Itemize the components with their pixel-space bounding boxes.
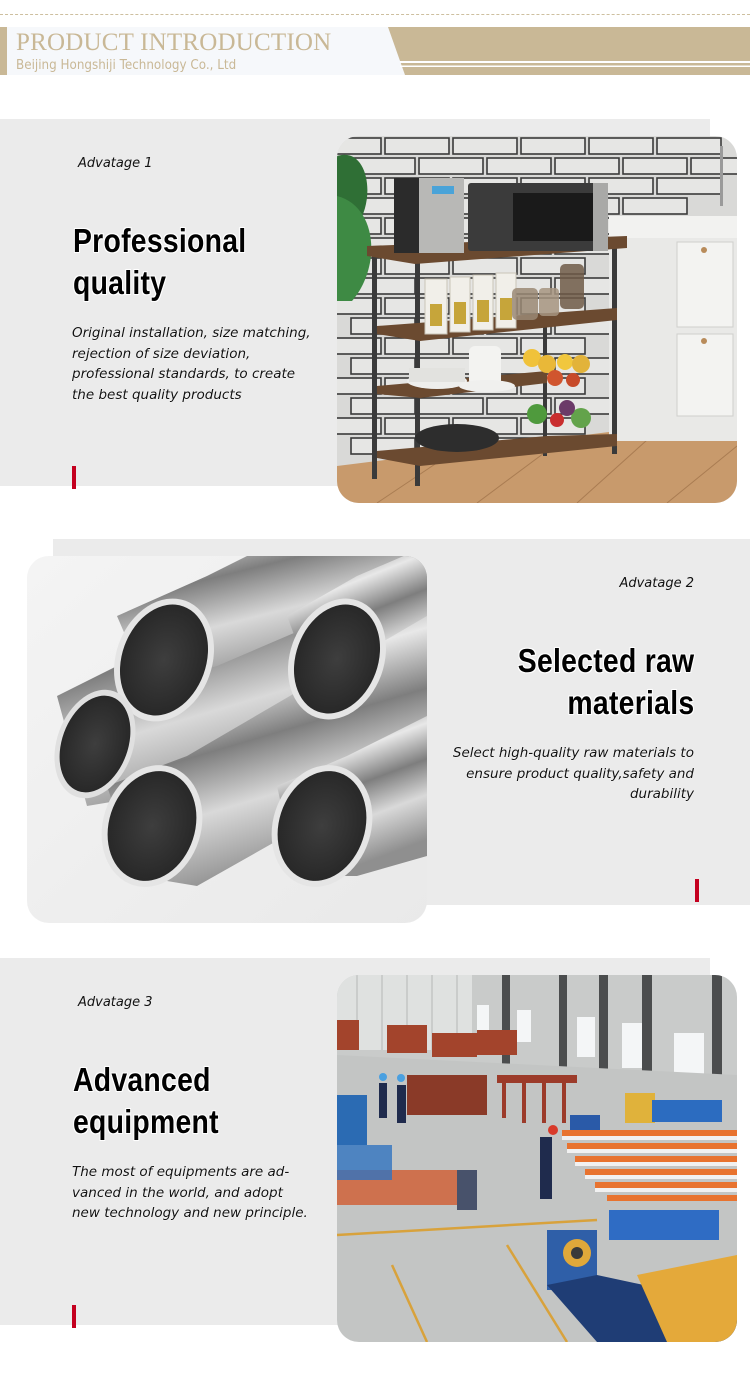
advantage-2-title	[517, 640, 694, 724]
description-line: the best quality products	[72, 386, 242, 403]
description-line: Select high-quality raw materials to	[452, 745, 694, 761]
title-line: Advanced	[73, 1061, 211, 1098]
advantage-1-description	[72, 323, 332, 405]
title-line: quality	[73, 264, 167, 301]
description-line: new technology and new principle.	[72, 1205, 308, 1221]
advantage-3-title	[73, 1059, 219, 1143]
description-line: professional standards, to create	[72, 366, 296, 382]
title-line: materials	[567, 684, 694, 721]
advantage-3-description	[72, 1162, 332, 1224]
accent-marker	[72, 466, 76, 489]
description-line: durability	[629, 786, 694, 802]
description-line: ensure product quality,safety and	[466, 765, 694, 782]
header-dotted-divider	[0, 14, 750, 15]
header-accent-bar	[0, 27, 7, 75]
company-name: Beijing Hongshiji Technology Co., Ltd	[16, 58, 237, 73]
accent-marker	[72, 1305, 76, 1328]
title-line: Selected raw	[517, 642, 694, 679]
advantage-1-title	[73, 220, 246, 304]
factory-floor-photo	[337, 975, 737, 1342]
steel-pipes-photo	[27, 556, 427, 923]
title-line: equipment	[73, 1103, 219, 1140]
description-line: vanced in the world, and adopt	[72, 1184, 283, 1201]
description-line: The most of equipments are ad-	[72, 1164, 290, 1180]
title-line: Professional	[73, 222, 247, 259]
advantage-2-description	[424, 743, 694, 805]
advantage-2-label: Advatage 2	[619, 576, 694, 591]
header-banner	[0, 27, 750, 75]
advantage-3-label: Advatage 3	[78, 995, 153, 1010]
accent-marker	[695, 879, 699, 902]
kitchen-shelf-photo	[337, 136, 737, 503]
description-line: rejection of size deviation,	[72, 345, 251, 362]
description-line: Original installation, size matching,	[72, 325, 311, 341]
page-title: PRODUCT INTRODUCTION	[16, 29, 332, 56]
advantage-1-label: Advatage 1	[78, 156, 153, 171]
